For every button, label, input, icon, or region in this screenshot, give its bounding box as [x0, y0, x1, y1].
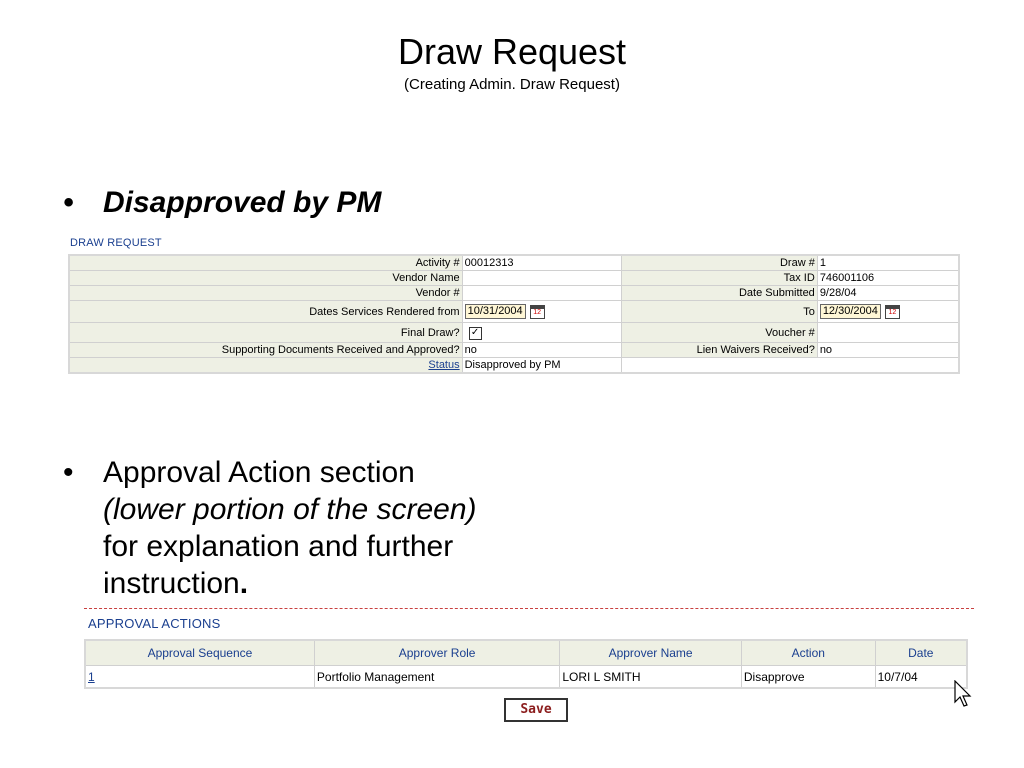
- vendor-number-label: Vendor #: [69, 286, 462, 301]
- voucher-label: Voucher #: [622, 323, 818, 343]
- vendor-number-value: [462, 286, 622, 301]
- approver-role-cell: Portfolio Management: [314, 666, 559, 689]
- column-header: Approver Name: [560, 640, 742, 666]
- table-row: [69, 286, 959, 301]
- approval-actions-label: APPROVAL ACTIONS: [88, 616, 221, 631]
- tax-id-label: Tax ID: [622, 271, 818, 286]
- bullet-text: Disapproved by PM: [103, 186, 382, 219]
- bullet-disapproved: [63, 184, 382, 221]
- calendar-icon[interactable]: 12: [530, 305, 545, 319]
- bullet-dot: •: [63, 456, 74, 489]
- table-row: [69, 343, 959, 358]
- bullet-period: .: [239, 567, 249, 600]
- draw-request-table: [68, 254, 960, 374]
- empty-cell: [622, 358, 959, 374]
- table-row: [69, 301, 959, 323]
- date-submitted-label: Date Submitted: [622, 286, 818, 301]
- table-row: [69, 358, 959, 374]
- table-row: [69, 255, 959, 271]
- column-header: Date: [875, 640, 967, 666]
- vendor-name-value: [462, 271, 622, 286]
- supporting-docs-label: Supporting Documents Received and Approved?: [69, 343, 462, 358]
- supporting-docs-value: no: [462, 343, 622, 358]
- bullet-text-part1: Approval Action section: [103, 456, 415, 489]
- date-cell: 10/7/04: [875, 666, 967, 689]
- mouse-cursor-icon: [954, 680, 974, 708]
- column-header: Approver Role: [314, 640, 559, 666]
- to-date-input[interactable]: 12/30/2004: [820, 304, 881, 319]
- column-header: Action: [741, 640, 875, 666]
- activity-label: Activity #: [69, 255, 462, 271]
- table-row: [85, 666, 967, 689]
- action-cell: Disapprove: [741, 666, 875, 689]
- status-label-cell: [69, 358, 462, 374]
- lien-waivers-value: no: [817, 343, 959, 358]
- bullet-dot: •: [63, 186, 74, 219]
- approval-actions-table: [84, 639, 968, 689]
- calendar-icon[interactable]: 12: [885, 305, 900, 319]
- column-header: Approval Sequence: [85, 640, 314, 666]
- sequence-link[interactable]: 1: [88, 669, 95, 684]
- final-draw-label: Final Draw?: [69, 323, 462, 343]
- table-row: [69, 323, 959, 343]
- to-label: To: [622, 301, 818, 323]
- section-divider: [84, 608, 974, 609]
- bullet-text-italic: (lower portion of the screen): [103, 493, 477, 526]
- dates-from-label: Dates Services Rendered from: [69, 301, 462, 323]
- voucher-value: [817, 323, 959, 343]
- sequence-cell: [85, 666, 314, 689]
- to-cell: [817, 301, 959, 323]
- date-submitted-value: 9/28/04: [817, 286, 959, 301]
- vendor-name-label: Vendor Name: [69, 271, 462, 286]
- table-row: [69, 271, 959, 286]
- status-value: Disapproved by PM: [462, 358, 622, 374]
- page-subtitle: (Creating Admin. Draw Request): [404, 76, 620, 93]
- bullet-approval-action: [63, 454, 483, 602]
- approver-name-cell: LORI L SMITH: [560, 666, 742, 689]
- lien-waivers-label: Lien Waivers Received?: [622, 343, 818, 358]
- table-header-row: [85, 640, 967, 666]
- dates-from-input[interactable]: 10/31/2004: [465, 304, 526, 319]
- draw-request-label: DRAW REQUEST: [70, 237, 162, 249]
- status-link[interactable]: Status: [428, 359, 460, 371]
- activity-value: 00012313: [462, 255, 622, 271]
- tax-id-value: 746001106: [817, 271, 959, 286]
- dates-from-cell: [462, 301, 622, 323]
- final-draw-cell: [462, 323, 622, 343]
- save-button[interactable]: Save: [504, 698, 568, 722]
- page-title: Draw Request: [397, 31, 627, 72]
- draw-number-value: 1: [817, 255, 959, 271]
- final-draw-checkbox[interactable]: ✓: [469, 327, 482, 340]
- bullet-text-part3: for explanation and further instruction: [103, 530, 454, 600]
- draw-number-label: Draw #: [622, 255, 818, 271]
